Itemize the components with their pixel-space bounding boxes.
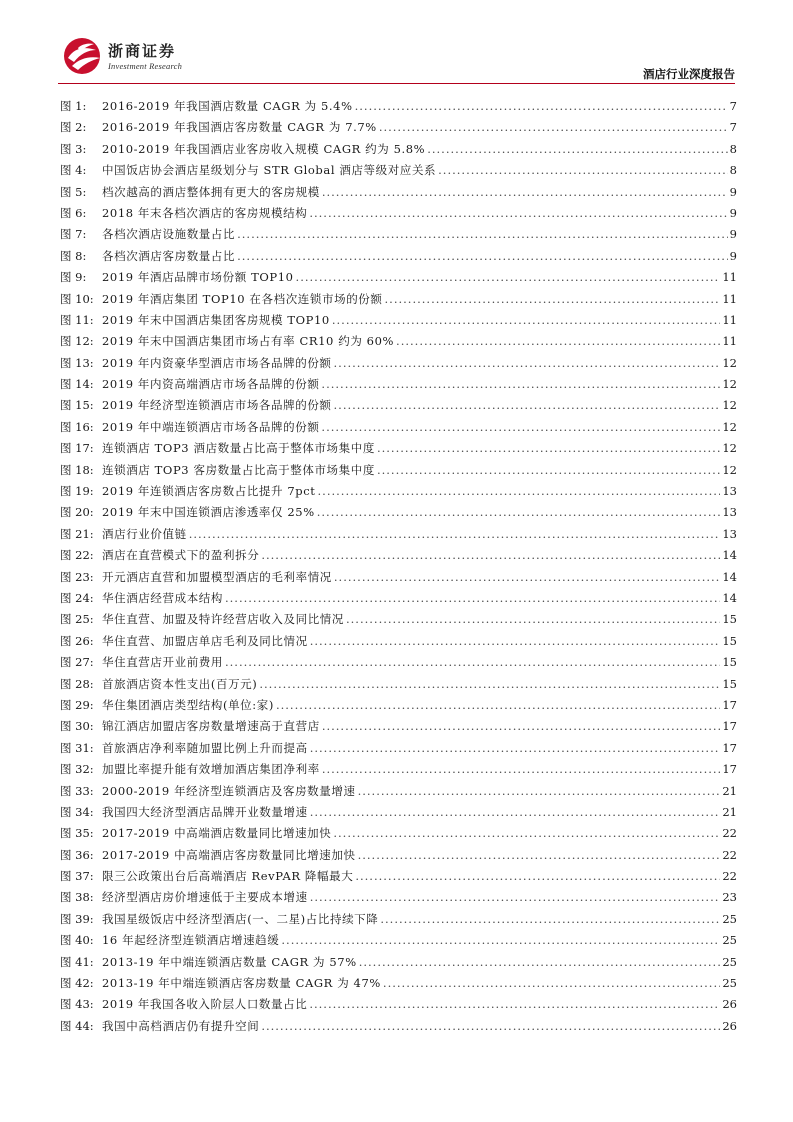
dot-leader <box>322 716 721 737</box>
page-number: 12 <box>722 441 737 456</box>
toc-entry[interactable] <box>60 374 737 395</box>
figure-title: 2019 年内资豪华型酒店市场各品牌的份额 <box>102 355 332 370</box>
figure-label: 图 20: <box>60 505 94 520</box>
dot-leader <box>310 631 721 652</box>
figure-title: 中国饭店协会酒店星级划分与 STR Global 酒店等级对应关系 <box>102 163 437 178</box>
figure-list <box>60 96 737 1037</box>
figure-title: 2019 年末中国连锁酒店渗透率仅 25% <box>102 505 315 520</box>
dot-leader <box>189 524 721 545</box>
toc-entry[interactable] <box>60 182 737 203</box>
figure-title: 首旅酒店净利率随加盟比例上升而提高 <box>102 740 308 755</box>
figure-label: 图 17: <box>60 441 94 456</box>
figure-label: 图 12: <box>60 334 94 349</box>
page-number: 25 <box>722 911 737 926</box>
figure-title: 2013-19 年中端连锁酒店数量 CAGR 为 57% <box>102 954 357 969</box>
figure-label: 图 15: <box>60 398 94 413</box>
figure-title: 2018 年末各档次酒店的客房规模结构 <box>102 205 308 220</box>
dot-leader <box>317 502 721 523</box>
toc-entry[interactable] <box>60 781 737 802</box>
figure-label: 图 16: <box>60 419 94 434</box>
dot-leader <box>259 674 720 695</box>
page-number: 11 <box>722 312 737 327</box>
dot-leader <box>334 395 721 416</box>
toc-entry[interactable] <box>60 96 737 117</box>
figure-title: 华住直营、加盟店单店毛利及同比情况 <box>102 633 308 648</box>
page-number: 13 <box>722 484 737 499</box>
dot-leader <box>380 909 720 930</box>
toc-entry[interactable] <box>60 609 737 630</box>
page-number: 11 <box>722 291 737 306</box>
toc-entry[interactable] <box>60 246 737 267</box>
toc-entry[interactable] <box>60 289 737 310</box>
figure-label: 图 38: <box>60 890 94 905</box>
figure-title: 连锁酒店 TOP3 酒店数量占比高于整体市场集中度 <box>102 441 375 456</box>
figure-label: 图 34: <box>60 804 94 819</box>
dot-leader <box>396 331 720 352</box>
figure-title: 2019 年内资高端酒店市场各品牌的份额 <box>102 377 320 392</box>
dot-leader <box>261 1016 720 1037</box>
page-number: 12 <box>722 377 737 392</box>
toc-entry[interactable] <box>60 695 737 716</box>
figure-label: 图 32: <box>60 762 94 777</box>
page-number: 15 <box>722 676 737 691</box>
toc-entry[interactable] <box>60 395 737 416</box>
figure-label: 图 10: <box>60 291 94 306</box>
dot-leader <box>310 802 721 823</box>
page-number: 22 <box>722 847 737 862</box>
figure-title: 2019 年连锁酒店客房数占比提升 7pct <box>102 484 316 499</box>
toc-entry[interactable] <box>60 438 737 459</box>
toc-entry[interactable] <box>60 802 737 823</box>
figure-title: 2016-2019 年我国酒店数量 CAGR 为 5.4% <box>102 99 353 113</box>
figure-label: 图 14: <box>60 377 94 392</box>
figure-title: 开元酒店直营和加盟模型酒店的毛利率情况 <box>102 569 332 584</box>
figure-title: 酒店在直营模式下的盈利拆分 <box>102 548 260 563</box>
logo-emblem-icon <box>62 36 106 76</box>
page-number: 13 <box>722 505 737 520</box>
toc-entry[interactable] <box>60 738 737 759</box>
toc-entry[interactable] <box>60 224 737 245</box>
figure-label: 图 40: <box>60 933 94 948</box>
figure-title: 16 年起经济型连锁酒店增速趋缓 <box>102 933 280 948</box>
dot-leader <box>427 139 727 160</box>
page-number: 12 <box>722 462 737 477</box>
dot-leader <box>318 481 721 502</box>
toc-entry[interactable] <box>60 1016 737 1037</box>
dot-leader <box>358 845 721 866</box>
page-number: 7 <box>729 99 737 113</box>
figure-label: 图 6: <box>60 205 87 220</box>
toc-entry[interactable] <box>60 460 737 481</box>
dot-leader <box>309 994 720 1015</box>
figure-label: 图 42: <box>60 976 94 991</box>
toc-entry[interactable] <box>60 887 737 908</box>
toc-entry[interactable] <box>60 417 737 438</box>
toc-entry[interactable] <box>60 267 737 288</box>
toc-entry[interactable] <box>60 310 737 331</box>
page-number: 21 <box>722 804 737 819</box>
dot-leader <box>359 952 721 973</box>
figure-title: 我国星级饭店中经济型酒店(一、二星)占比持续下降 <box>102 911 379 926</box>
figure-label: 图 4: <box>60 163 87 178</box>
figure-label: 图 26: <box>60 633 94 648</box>
dot-leader <box>377 438 720 459</box>
figure-label: 图 9: <box>60 270 87 285</box>
figure-title: 我国中高档酒店仍有提升空间 <box>102 1018 260 1033</box>
toc-entry[interactable] <box>60 481 737 502</box>
toc-entry[interactable] <box>60 994 737 1015</box>
figure-title: 华住直营、加盟及特许经营店收入及同比情况 <box>102 612 344 627</box>
figure-title: 首旅酒店资本性支出(百万元) <box>102 676 258 691</box>
figure-label: 图 3: <box>60 141 87 156</box>
figure-title: 经济型酒店房价增速低于主要成本增速 <box>102 890 308 905</box>
page-number: 17 <box>722 719 737 734</box>
figure-label: 图 30: <box>60 719 94 734</box>
toc-entry[interactable] <box>60 631 737 652</box>
page-number: 21 <box>722 783 737 798</box>
dot-leader <box>310 738 721 759</box>
page-number: 14 <box>722 590 737 605</box>
dot-leader <box>261 545 720 566</box>
figure-label: 图 23: <box>60 569 94 584</box>
toc-entry[interactable] <box>60 331 737 352</box>
figure-label: 图 13: <box>60 355 94 370</box>
page-number: 7 <box>729 120 737 135</box>
page-number: 25 <box>722 976 737 991</box>
figure-label: 图 8: <box>60 248 87 263</box>
page-number: 9 <box>729 248 737 263</box>
figure-title: 2000-2019 年经济型连锁酒店及客房数量增速 <box>102 783 356 798</box>
toc-entry[interactable] <box>60 545 737 566</box>
page-number: 14 <box>722 569 737 584</box>
toc-entry[interactable] <box>60 652 737 673</box>
dot-leader <box>237 246 728 267</box>
figure-label: 图 22: <box>60 548 94 563</box>
dot-leader <box>225 652 720 673</box>
figure-label: 图 37: <box>60 869 94 884</box>
figure-title: 2019 年经济型连锁酒店市场各品牌的份额 <box>102 398 332 413</box>
toc-entry[interactable] <box>60 588 737 609</box>
figure-label: 图 5: <box>60 184 87 199</box>
figure-label: 图 39: <box>60 911 94 926</box>
figure-label: 图 29: <box>60 697 94 712</box>
figure-title: 2019 年酒店品牌市场份额 TOP10 <box>102 270 294 285</box>
dot-leader <box>334 567 720 588</box>
toc-entry[interactable] <box>60 866 737 887</box>
page-number: 22 <box>722 869 737 884</box>
figure-title: 2016-2019 年我国酒店客房数量 CAGR 为 7.7% <box>102 120 377 135</box>
brand-name-en: Investment Research <box>108 61 183 71</box>
toc-entry[interactable] <box>60 909 737 930</box>
toc-entry[interactable] <box>60 353 737 374</box>
figure-label: 图 2: <box>60 120 87 135</box>
toc-entry[interactable] <box>60 759 737 780</box>
figure-title: 档次越高的酒店整体拥有更大的客房规模 <box>102 184 320 199</box>
figure-title: 加盟比率提升能有效增加酒店集团净利率 <box>102 762 320 777</box>
page-number: 22 <box>722 826 737 841</box>
toc-entry[interactable] <box>60 139 737 160</box>
figure-title: 各档次酒店客房数量占比 <box>102 248 236 263</box>
toc-entry[interactable] <box>60 973 737 994</box>
figure-label: 图 27: <box>60 655 94 670</box>
figure-label: 图 31: <box>60 740 94 755</box>
dot-leader <box>237 224 728 245</box>
dot-leader <box>346 609 720 630</box>
page-number: 15 <box>722 655 737 670</box>
dot-leader <box>296 267 721 288</box>
figure-title: 连锁酒店 TOP3 客房数量占比高于整体市场集中度 <box>102 462 375 477</box>
header-divider <box>58 83 735 84</box>
figure-title: 2010-2019 年我国酒店业客房收入规模 CAGR 约为 5.8% <box>102 141 426 156</box>
dot-leader <box>377 460 720 481</box>
figure-label: 图 41: <box>60 954 94 969</box>
toc-entry[interactable] <box>60 716 737 737</box>
toc-entry[interactable] <box>60 502 737 523</box>
dot-leader <box>322 759 721 780</box>
toc-entry[interactable] <box>60 524 737 545</box>
page-number: 8 <box>729 141 737 156</box>
dot-leader <box>281 930 720 951</box>
dot-leader <box>225 588 720 609</box>
page-number: 11 <box>722 270 737 285</box>
figure-title: 华住集团酒店类型结构(单位:家) <box>102 697 274 712</box>
dot-leader <box>379 117 728 138</box>
dot-leader <box>322 182 728 203</box>
toc-entry[interactable] <box>60 930 737 951</box>
page-number: 17 <box>722 697 737 712</box>
figure-title: 2017-2019 中高端酒店数量同比增速加快 <box>102 826 332 841</box>
figure-title: 2019 年中端连锁酒店市场各品牌的份额 <box>102 419 320 434</box>
figure-label: 图 33: <box>60 783 94 798</box>
brand-logo <box>62 36 182 76</box>
dot-leader <box>355 866 720 887</box>
figure-title: 各档次酒店设施数量占比 <box>102 227 236 242</box>
toc-entry[interactable] <box>60 845 737 866</box>
dot-leader <box>310 887 721 908</box>
page-number: 12 <box>722 355 737 370</box>
figure-label: 图 44: <box>60 1018 94 1033</box>
figure-label: 图 36: <box>60 847 94 862</box>
figure-title: 华住酒店经营成本结构 <box>102 590 223 605</box>
figure-title: 锦江酒店加盟店客房数量增速高于直营店 <box>102 719 320 734</box>
dot-leader <box>276 695 720 716</box>
page-number: 9 <box>729 205 737 220</box>
page-number: 26 <box>722 1018 737 1033</box>
dot-leader <box>438 160 728 181</box>
figure-label: 图 25: <box>60 612 94 627</box>
dot-leader <box>309 203 727 224</box>
figure-title: 2019 年酒店集团 TOP10 在各档次连锁市场的份额 <box>102 291 383 306</box>
figure-label: 图 28: <box>60 676 94 691</box>
page-number: 25 <box>722 933 737 948</box>
page-number: 23 <box>722 890 737 905</box>
toc-entry[interactable] <box>60 203 737 224</box>
toc-entry[interactable] <box>60 674 737 695</box>
figure-title: 2017-2019 中高端酒店客房数量同比增速加快 <box>102 847 356 862</box>
figure-label: 图 18: <box>60 462 94 477</box>
page-number: 8 <box>729 163 737 178</box>
page-number: 15 <box>722 612 737 627</box>
page-number: 25 <box>722 954 737 969</box>
figure-label: 图 11: <box>60 312 94 327</box>
toc-entry[interactable] <box>60 823 737 844</box>
page-number: 17 <box>722 762 737 777</box>
dot-leader <box>358 781 721 802</box>
figure-title: 2019 年末中国酒店集团市场占有率 CR10 约为 60% <box>102 334 395 349</box>
page-number: 9 <box>729 227 737 242</box>
page-number: 11 <box>722 334 737 349</box>
figure-title: 华住直营店开业前费用 <box>102 655 223 670</box>
figure-label: 图 43: <box>60 997 94 1012</box>
dot-leader <box>333 823 720 844</box>
page-number: 12 <box>722 419 737 434</box>
page-number: 15 <box>722 633 737 648</box>
figure-label: 图 35: <box>60 826 94 841</box>
brand-name-cn: 浙商证券 <box>108 42 177 60</box>
figure-label: 图 24: <box>60 590 94 605</box>
dot-leader <box>334 353 721 374</box>
toc-entry[interactable] <box>60 952 737 973</box>
figure-title: 酒店行业价值链 <box>102 526 187 541</box>
dot-leader <box>355 96 728 117</box>
figure-title: 2013-19 年中端连锁酒店客房数量 CAGR 为 47% <box>102 976 381 991</box>
page-number: 14 <box>722 548 737 563</box>
page-number: 12 <box>722 398 737 413</box>
dot-leader <box>321 374 720 395</box>
figure-label: 图 1: <box>60 99 87 113</box>
report-title: 酒店行业深度报告 <box>643 67 735 81</box>
page-number: 26 <box>722 997 737 1012</box>
dot-leader <box>321 417 720 438</box>
figure-title: 2019 年我国各收入阶层人口数量占比 <box>102 997 308 1012</box>
figure-title: 2019 年末中国酒店集团客房规模 TOP10 <box>102 312 330 327</box>
dot-leader <box>383 973 720 994</box>
figure-label: 图 21: <box>60 526 94 541</box>
toc-entry[interactable] <box>60 117 737 138</box>
page-number: 13 <box>722 526 737 541</box>
page-header <box>0 0 793 90</box>
figure-label: 图 7: <box>60 227 87 242</box>
figure-label: 图 19: <box>60 484 94 499</box>
page-number: 17 <box>722 740 737 755</box>
figure-title: 我国四大经济型酒店品牌开业数量增速 <box>102 804 308 819</box>
figure-title: 限三公政策出台后高端酒店 RevPAR 降幅最大 <box>102 869 354 884</box>
dot-leader <box>385 289 721 310</box>
dot-leader <box>332 310 721 331</box>
page-number: 9 <box>729 184 737 199</box>
toc-entry[interactable] <box>60 160 737 181</box>
toc-entry[interactable] <box>60 567 737 588</box>
